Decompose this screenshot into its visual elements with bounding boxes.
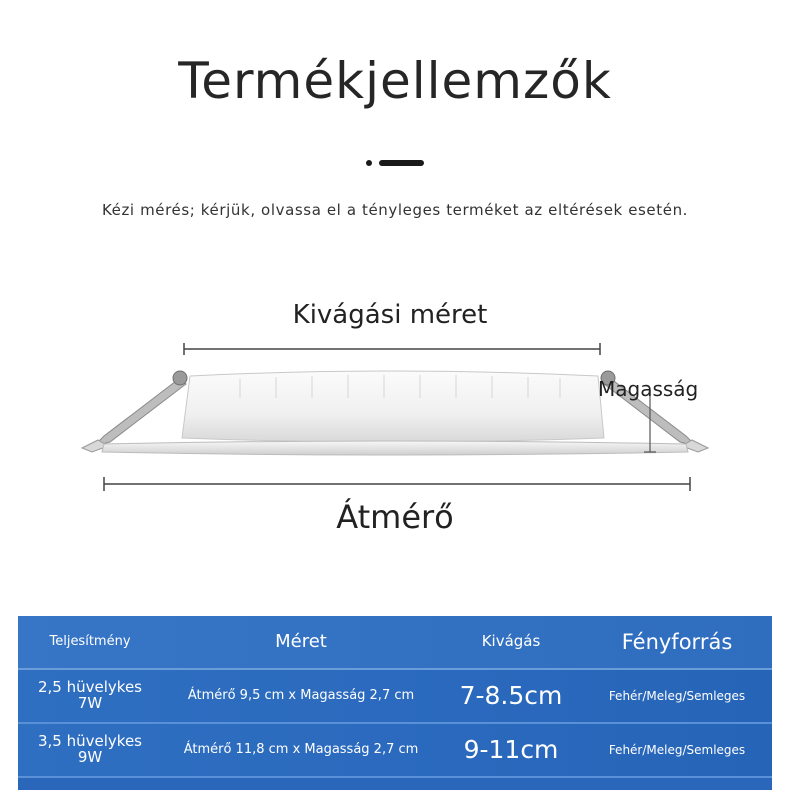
power-cell [18, 670, 162, 722]
header-power: Teljesítmény [49, 634, 131, 650]
left-spring-clip-icon [82, 371, 187, 452]
table-header-row [18, 616, 772, 668]
header-size: Méret [275, 630, 327, 652]
light-cell: Fehér/Meleg/Semleges [608, 688, 746, 703]
page-title: Termékjellemzők [178, 52, 612, 110]
size-cell: Átmérő 11,8 cm x Magasság 2,7 cm [183, 742, 419, 758]
power-watt: 7W [77, 694, 103, 712]
measurement-note: Kézi mérés; kérjük, olvassa el a tényleges terméket az eltérések esetén. [101, 201, 689, 219]
header-cutout: Kivágás [481, 632, 541, 651]
table-row [18, 724, 772, 776]
downlight-body-icon [182, 371, 604, 442]
light-cell: Fehér/Meleg/Semleges [608, 742, 746, 757]
size-cell: Átmérő 9,5 cm x Magasság 2,7 cm [187, 688, 415, 704]
power-cell [18, 724, 162, 776]
downlight-flange-icon [102, 441, 688, 455]
diameter-label: Átmérő [336, 498, 454, 536]
cutout-size-label: Kivágási méret [292, 300, 488, 330]
table-bottom-strip [18, 778, 772, 790]
power-size: 2,5 hüvelykes [38, 678, 142, 697]
table-row [18, 670, 772, 722]
header-light-source: Fényforrás [621, 629, 733, 654]
height-label: Magasság [598, 377, 699, 401]
power-size: 3,5 hüvelykes [38, 732, 142, 751]
cutout-cell: 7-8.5cm [459, 680, 563, 710]
power-watt: 9W [77, 748, 103, 766]
spec-table [18, 616, 772, 790]
cutout-dimension-line [184, 343, 600, 355]
diameter-dimension-line [104, 477, 690, 491]
cutout-cell: 9-11cm [463, 734, 559, 764]
